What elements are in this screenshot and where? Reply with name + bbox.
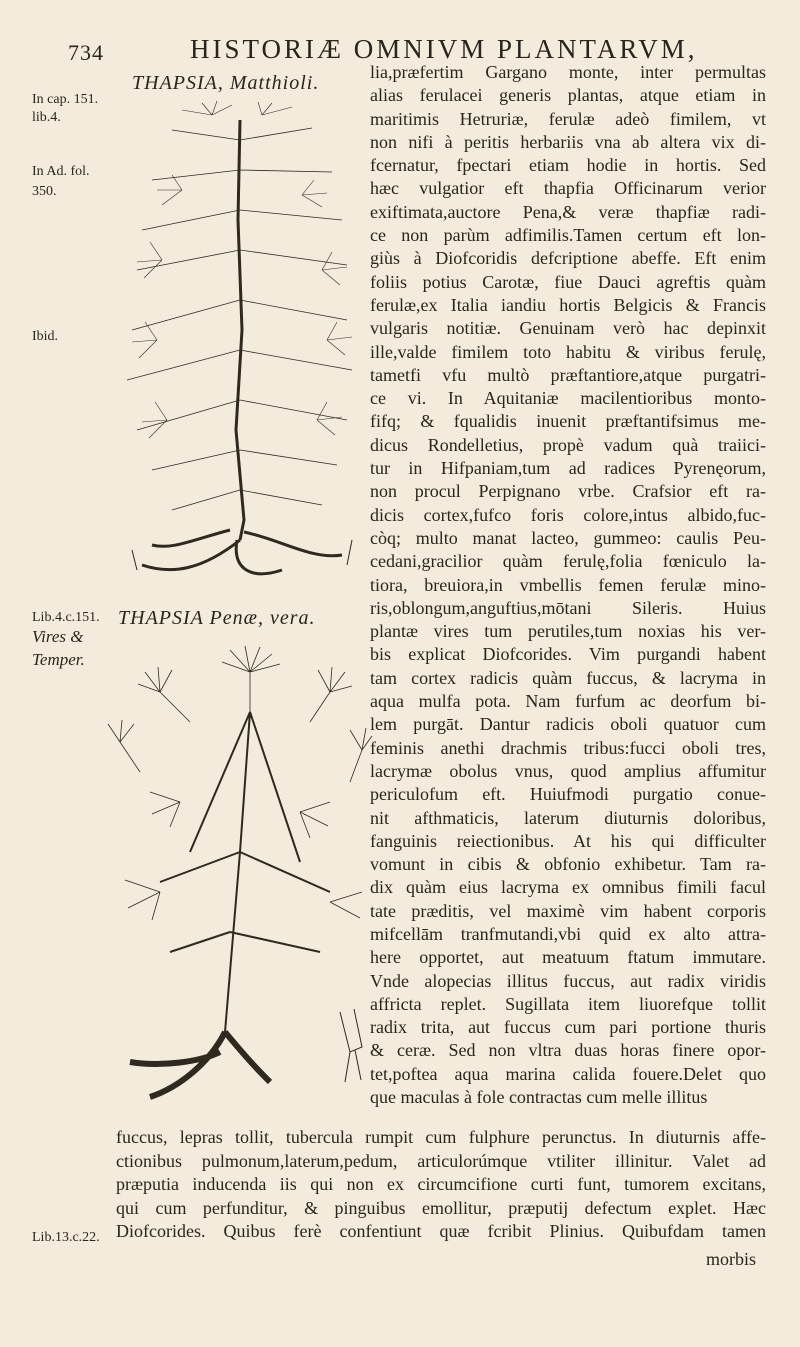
text-line: fuccus, lepras tollit, tubercula rumpit cum fulphure perunctus. In diuturnis affe- <box>116 1127 766 1147</box>
text-line: tur in Hifpaniam,tum ad radices Pyrenęorum, <box>370 458 766 479</box>
text-line: vomunt in cibis & obfonio exhibetur. Tam ra- <box>370 854 766 875</box>
margin-note: Lib.4.c.151. <box>32 610 100 625</box>
text-line: plantæ vires tum perutiles,tum noxias his ver- <box>370 621 766 642</box>
margin-note: 350. <box>32 184 57 199</box>
text-line: tiora, breuiora,in vmbellis femen ferulæ mino- <box>370 574 766 595</box>
text-line: dicus Rondelletius, propè vadum quà traiici- <box>370 434 766 455</box>
text-line: Vnde alopecias illitus fuccus, aut radix viridis <box>370 970 766 991</box>
figure-caption: THAPSIA, Matthioli. <box>132 72 320 94</box>
text-line: radix trita, aut fuccus cum pari portione thuris <box>370 1017 766 1038</box>
figure-caption: THAPSIA Penæ, vera. <box>118 607 316 629</box>
text-line: Diofcorides. Quibus ferè confentiunt quæ fcribit Plinius. Quibufdam tamen <box>116 1221 766 1242</box>
text-line: giùs à Diofcoridis defcriptione abeffe. Eft enim <box>370 248 766 269</box>
text-line: aqua mulfa pota. Nam furfum ac deorfum bi- <box>370 691 766 712</box>
text-line: ce vi. In Aquitaniæ macilentioribus monto- <box>370 388 766 409</box>
text-line: tam cortex radicis quàm fuccus, & lacryma in <box>370 667 766 688</box>
text-line: periculofum eft. Huiufmodi purgatio conue- <box>370 784 766 805</box>
text-line: præputia inducenda iis qui non ex circumcifione curti funt, tumorem excitans, <box>116 1174 766 1195</box>
margin-note: Lib.13.c.22. <box>32 1230 100 1245</box>
text-line: tate præditis, vel maximè vim habent corporis <box>370 900 766 921</box>
running-head: HISTORIÆ OMNIVM PLANTARVM, <box>190 34 698 64</box>
text-line: lia,præfertim Gargano monte, inter permultas <box>370 62 766 82</box>
text-line: tet,poftea aqua marina calida fouere.Delet quo <box>370 1063 766 1084</box>
catchword: morbis <box>705 1249 756 1269</box>
text-line: lem purgāt. Dantur radicis oboli quatuor cum <box>370 714 766 735</box>
text-line: dix quàm eius lacryma ex omnibus fimili facul <box>370 877 766 898</box>
text-line: ctionibus pulmonum,laterum,pedum, articulorúmque vtiliter illinitur. Valet ad <box>116 1150 766 1171</box>
text-line: hæc vulgatior eft thapfia Officinarum verior <box>370 178 766 199</box>
text-line: cedani,gracilior quàm ferulę,folia fœniculo la- <box>370 551 766 572</box>
text-line: non procul Perpignano vrbe. Crafsior eft ra- <box>370 481 766 502</box>
text-line: feminis anethi drachmis tribus:fucci oboli tres, <box>370 737 766 758</box>
text-line: mifcellām tranfmutandi,vbi quid ex alto attra- <box>370 923 766 944</box>
text-line: ris,oblongum,anguftius,mōtani Sileris. Huius <box>370 597 766 618</box>
text-line: maritimis Hetruriæ, ferulæ adeò fimilem, vt <box>370 108 766 129</box>
text-line: nit afthmaticis, laterum diuturnis doloribus, <box>370 807 766 828</box>
text-line: fanguinis reiectionibus. At his qui difficulter <box>370 830 766 851</box>
margin-note: Vires & <box>32 627 84 646</box>
margin-note: lib.4. <box>32 110 61 125</box>
text-line: here opportet, aut meatuum ftatum immutare. <box>370 947 766 968</box>
text-line: affricta replet. Sugillata item liuorefque tollit <box>370 993 766 1014</box>
page-number: 734 <box>68 40 104 65</box>
plant-illustration-icon <box>112 100 362 590</box>
margin-note: Temper. <box>32 650 85 669</box>
text-line: foliis potius Carotæ, fiue Dauci agreftis quàm <box>370 271 766 292</box>
text-line: fcernatur, fpectari etiam hodie in hortis. Sed <box>370 155 766 176</box>
body-text-column <box>370 61 766 1109</box>
margin-note: In cap. 151. <box>32 92 99 107</box>
text-line: non nifi à peritis herbariis vna ab altera vix di- <box>370 131 766 152</box>
text-line: exiftimata,auctore Pena,& veræ thapfiæ radi- <box>370 201 766 222</box>
text-line: tametfi vfu multò præftantiore,atque purgatri- <box>370 364 766 385</box>
text-line: ce non parùm adfimilis.Tamen certum eft lon- <box>370 225 766 246</box>
margin-note: In Ad. fol. <box>32 164 90 179</box>
text-line: fifq; & fqualidis inuenit præftantifsimus me- <box>370 411 766 432</box>
text-line: qui cum perfunditur, & pinguibus emollitur, præputij defectum explet. Hæc <box>116 1197 766 1218</box>
text-line: vulgaris notitiæ. Genuinam verò hac depinxit <box>370 318 766 339</box>
text-line: ferulæ,ex Italia iandiu hortis Belgicis & Francis <box>370 294 766 315</box>
plant-illustration-icon <box>100 632 375 1107</box>
text-line: ille,valde fimilem toto habitu & viribus ferulę, <box>370 341 766 362</box>
text-line: lacrymæ obolus vnus, quod amplius affumitur <box>370 760 766 781</box>
text-line: dicis cortex,fufco foris colore,intus albido,fuc- <box>370 504 766 525</box>
text-line: alias ferulacei generis plantas, atque etiam in <box>370 85 766 106</box>
text-line: bis explicat Diofcorides. Vim purgandi habent <box>370 644 766 665</box>
full-width-text <box>116 1126 766 1244</box>
text-line: & ceræ. Sed non vltra duas horas finere opor- <box>370 1040 766 1061</box>
text-line: còq; multo manat lacteo, gummeo: caulis Peu- <box>370 527 766 548</box>
margin-note: Ibid. <box>32 329 59 344</box>
text-line: que maculas à fole contractas cum melle illitus <box>370 1087 708 1108</box>
